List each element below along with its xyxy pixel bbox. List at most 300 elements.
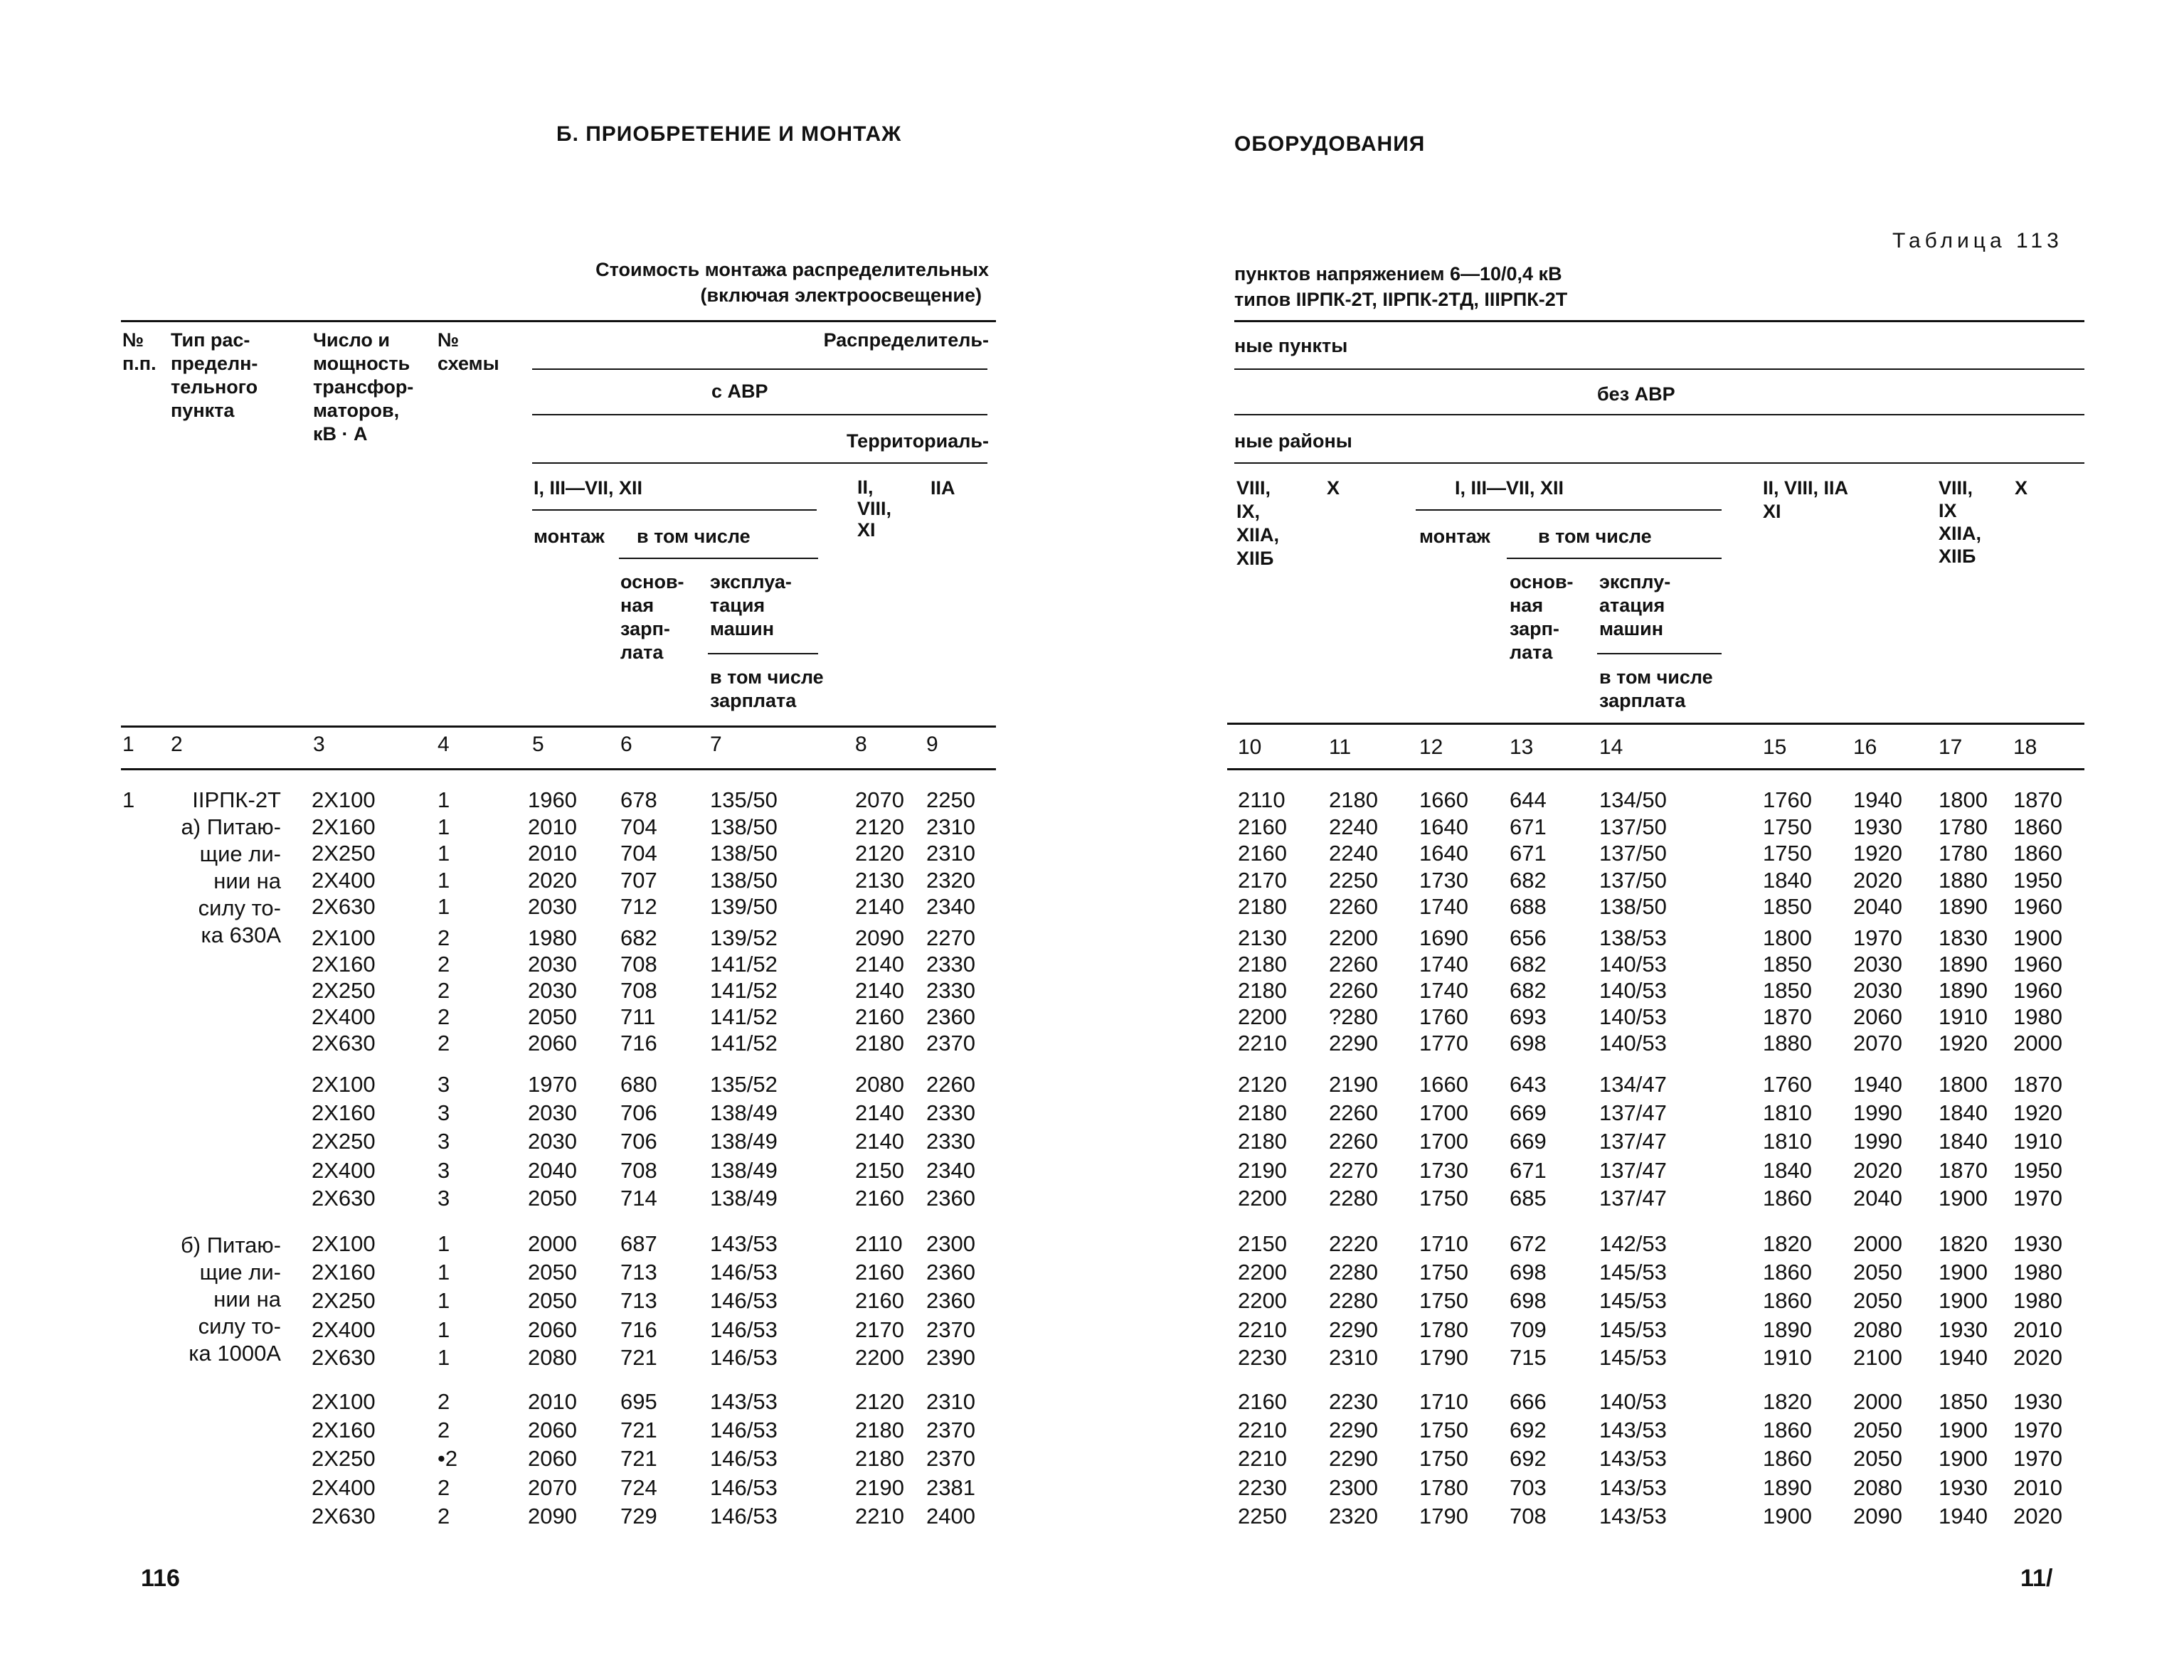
table-cell: 137/47 [1599,1158,1667,1183]
header-vtom2-right: в том числе зарплата [1599,666,1713,711]
table-cell: 2370 [926,1446,975,1471]
table-cell: 2010 [528,814,577,839]
caption-right-line2: типов IIРПК-2Т, IIРПК-2ТД, IIIРПК-2Т [1234,289,1568,310]
table-cell: 2050 [528,1186,577,1211]
table-cell: 1820 [1763,1231,1812,1256]
table-cell: 143/53 [1599,1418,1667,1442]
table-cell: 1900 [1939,1288,1988,1313]
table-cell: 2020 [1853,1158,1902,1183]
table-cell: 2010 [2013,1475,2062,1500]
table-cell: 1990 [1853,1129,1902,1154]
table-cell: 1980 [528,925,577,950]
column-number: 11 [1329,735,1352,759]
table-cell: 706 [620,1100,657,1125]
table-cell: 2160 [855,1186,904,1211]
table-cell: 2180 [855,1418,904,1442]
table-cell: 708 [620,1158,657,1183]
table-cell: 1880 [1939,868,1988,893]
header-x-18: X [2015,477,2028,499]
table-cell: 2200 [855,1345,904,1370]
table-cell: 1750 [1763,814,1812,839]
header-group12: I, III—VII, XII [1455,477,1564,499]
table-cell: 714 [620,1186,657,1211]
table-cell: 2190 [1238,1158,1287,1183]
table-cell: 2310 [1329,1345,1378,1370]
table-cell: 2400 [926,1504,975,1529]
table-cell: 2100 [1853,1345,1902,1370]
table-cell: 2 [438,952,450,977]
table-cell: 2020 [528,868,577,893]
table-cell: 1750 [1419,1418,1468,1442]
table-cell: 1 [438,814,450,839]
table-cell: 145/53 [1599,1345,1667,1370]
table-cell: 140/53 [1599,1031,1667,1056]
table-cell: 2030 [528,894,577,919]
rule-vtom-right [1507,558,1722,559]
table-cell: 1860 [2013,814,2062,839]
table-cell: •2 [438,1446,458,1471]
table-cell: 1760 [1763,787,1812,812]
table-cell: 2070 [855,787,904,812]
column-number: 8 [855,733,867,756]
header-savr: с АВР [711,381,768,402]
table-cell: 2X100 [312,925,376,950]
table-cell: 138/49 [710,1158,778,1183]
table-cell: 3 [438,1100,450,1125]
table-cell: 146/53 [710,1418,778,1442]
table-cell: 2290 [1329,1317,1378,1342]
table-cell: 1 [438,1288,450,1313]
header-x-11: X [1327,477,1340,499]
table-cell: 713 [620,1288,657,1313]
table-cell: 1960 [2013,894,2062,919]
table-cell: 137/50 [1599,814,1667,839]
table-cell: 138/50 [710,814,778,839]
table-cell: 138/50 [710,841,778,866]
table-cell: 2210 [1238,1446,1287,1471]
table-cell: 1 [438,868,450,893]
table-cell: 1970 [2013,1446,2062,1471]
header-osn-left: основ- ная зарп- лата [620,571,684,663]
table-cell: 1830 [1939,925,1988,950]
column-number: 1 [122,733,134,756]
table-cell: 707 [620,868,657,893]
header-group-ii: II, VIII, XI [857,477,892,541]
table-cell: 1900 [1939,1186,1988,1211]
table-cell: 2X160 [312,952,376,977]
table-cell: 2060 [1853,1004,1902,1029]
table-cell: 1890 [1763,1475,1812,1500]
table-cell: 2200 [1238,1288,1287,1313]
rule-avr-right [1234,414,2084,415]
table-cell: 2300 [1329,1475,1378,1500]
table-cell: 2280 [1329,1186,1378,1211]
table-cell: 1970 [2013,1418,2062,1442]
table-cell: 669 [1510,1129,1547,1154]
table-cell: 1 [438,1231,450,1256]
table-cell: 698 [1510,1260,1547,1285]
table-cell: 1860 [1763,1186,1812,1211]
rule-avr-left [532,414,987,415]
table-cell: 2 [438,1389,450,1414]
table-cell: 1870 [1763,1004,1812,1029]
table-cell: 2200 [1238,1004,1287,1029]
table-cell: 2310 [926,841,975,866]
table-cell: 704 [620,814,657,839]
table-cell: 2140 [855,978,904,1003]
table-cell: 1980 [2013,1288,2062,1313]
table-cell: 2310 [926,1389,975,1414]
table-cell: 1730 [1419,868,1468,893]
table-cell: 1840 [1763,868,1812,893]
table-cell: 138/49 [710,1100,778,1125]
table-cell: 146/53 [710,1475,778,1500]
table-cell: 680 [620,1072,657,1097]
table-cell: 1690 [1419,925,1468,950]
table-cell: 2030 [528,1129,577,1154]
column-number: 2 [171,733,183,756]
table-cell: 2 [438,925,450,950]
table-cell: 1860 [2013,841,2062,866]
table-cell: 2X400 [312,1004,376,1029]
table-label: Таблица 113 [1892,229,2063,252]
rule-vtom-left [619,558,818,559]
colnum-top-rule-right [1227,723,2084,725]
table-cell: 135/50 [710,787,778,812]
table-cell: 2110 [1238,787,1286,812]
table-cell: 2X160 [312,814,376,839]
table-cell: 716 [620,1031,657,1056]
table-cell: 1780 [1939,841,1988,866]
table-cell: 2140 [855,1129,904,1154]
table-cell: 682 [1510,868,1547,893]
table-cell: 2180 [1238,894,1287,919]
table-cell: 1850 [1939,1389,1988,1414]
table-cell: 1890 [1939,978,1988,1003]
table-cell: 2160 [1238,814,1287,839]
table-cell: 1890 [1763,1317,1812,1342]
column-number: 17 [1939,735,1963,759]
header-count: Число и мощность трансфор- маторов, кВ · А [313,329,414,445]
table-cell: 1940 [1853,787,1902,812]
table-cell: 1860 [1763,1288,1812,1313]
table-cell: 1850 [1763,978,1812,1003]
table-cell: 2050 [528,1288,577,1313]
table-cell: 1790 [1419,1345,1468,1370]
page-title-right: ОБОРУДОВАНИЯ [1234,132,1426,156]
table-cell: 1770 [1419,1031,1468,1056]
table-cell: 1930 [1939,1475,1988,1500]
table-cell: 1880 [1763,1031,1812,1056]
table-cell: 687 [620,1231,657,1256]
table-cell: 2050 [1853,1418,1902,1442]
table-cell: 141/52 [710,978,778,1003]
table-cell: 721 [620,1345,657,1370]
table-cell: 1840 [1939,1129,1988,1154]
table-cell: 139/52 [710,925,778,950]
table-cell: 703 [1510,1475,1547,1500]
column-number: 14 [1599,735,1623,759]
table-cell: 2120 [855,1389,904,1414]
table-cell: 2140 [855,952,904,977]
table-cell: 1970 [1853,925,1902,950]
table-cell: 656 [1510,925,1547,950]
table-cell: 145/53 [1599,1260,1667,1285]
table-cell: 139/50 [710,894,778,919]
table-cell: 644 [1510,787,1547,812]
table-cell: 1900 [1939,1418,1988,1442]
table-cell: 2370 [926,1317,975,1342]
header-iia: IIА [931,477,955,499]
table-cell: 2X160 [312,1260,376,1285]
table-cell: 2 [438,978,450,1003]
header-no: № п.п. [122,329,157,374]
table-cell: 140/53 [1599,1004,1667,1029]
table-cell: 698 [1510,1288,1547,1313]
table-cell: 137/50 [1599,841,1667,866]
table-cell: 2330 [926,952,975,977]
table-cell: 137/47 [1599,1100,1667,1125]
table-cell: 671 [1510,814,1547,839]
table-cell: 2320 [926,868,975,893]
table-cell: 140/53 [1599,952,1667,977]
header-viii-left: VIII, IX, XIIА, XIIБ [1236,477,1280,569]
table-cell: 2320 [1329,1504,1378,1529]
table-cell: 1900 [1939,1446,1988,1471]
table-cell: 2180 [855,1031,904,1056]
table-cell: 2190 [855,1475,904,1500]
table-cell: 134/50 [1599,787,1667,812]
table-cell: 2120 [855,841,904,866]
table-cell: 2330 [926,1129,975,1154]
table-cell: 2120 [855,814,904,839]
column-number: 18 [2013,735,2037,759]
table-cell: 2030 [528,978,577,1003]
table-cell: 2290 [1329,1031,1378,1056]
header-expl-right: эксплу- атация машин [1599,571,1671,639]
table-cell: 2020 [2013,1345,2062,1370]
table-cell: 2250 [1238,1504,1287,1529]
table-cell: 715 [1510,1345,1547,1370]
table-cell: 2140 [855,1100,904,1125]
table-cell: 2230 [1329,1389,1378,1414]
table-cell: 2370 [926,1031,975,1056]
column-number: 9 [926,733,938,756]
table-cell: 143/53 [1599,1446,1667,1471]
table-cell: 2160 [855,1004,904,1029]
table-cell: 2110 [855,1231,903,1256]
table-cell: 138/49 [710,1186,778,1211]
table-cell: 1750 [1419,1186,1468,1211]
table-cell: 2050 [1853,1260,1902,1285]
table-cell: 146/53 [710,1288,778,1313]
table-cell: 2050 [1853,1446,1902,1471]
page-title-left: Б. ПРИОБРЕТЕНИЕ И МОНТАЖ [556,122,902,146]
table-cell: 1870 [2013,787,2062,812]
header-expl-left: эксплуа- тация машин [710,571,792,639]
table-cell: 1640 [1419,841,1468,866]
table-cell: 724 [620,1475,657,1500]
table-cell: 146/53 [710,1504,778,1529]
table-cell: 2360 [926,1004,975,1029]
table-cell: 1870 [2013,1072,2062,1097]
table-cell: 1740 [1419,978,1468,1003]
table-cell: 2260 [1329,1100,1378,1125]
table-cell: 2X250 [312,978,376,1003]
table-cell: 2050 [528,1004,577,1029]
rule-terr-left [532,462,987,464]
table-cell: 2260 [1329,978,1378,1003]
column-number: 6 [620,733,632,756]
table-cell: 2060 [528,1317,577,1342]
table-cell: 1 [438,787,450,812]
table-cell: 2290 [1329,1446,1378,1471]
table-cell: 1940 [1853,1072,1902,1097]
table-cell: 2180 [855,1446,904,1471]
table-cell: 1750 [1419,1446,1468,1471]
table-cell: 2080 [855,1072,904,1097]
table-cell: 2300 [926,1231,975,1256]
table-cell: 2210 [1238,1031,1287,1056]
table-cell: 2130 [855,868,904,893]
table-cell: 1910 [2013,1129,2062,1154]
table-cell: 2030 [1853,952,1902,977]
table-cell: 671 [1510,1158,1547,1183]
table-cell: 2250 [1329,868,1378,893]
table-cell: 2190 [1329,1072,1378,1097]
table-cell: 2060 [528,1446,577,1471]
table-cell: 1920 [1853,841,1902,866]
table-cell: 698 [1510,1031,1547,1056]
table-cell: 706 [620,1129,657,1154]
header-osn-right: основ- ная зарп- лата [1510,571,1574,663]
table-cell: 145/53 [1599,1317,1667,1342]
table-cell: 2X400 [312,868,376,893]
table-cell: 3 [438,1158,450,1183]
table-cell: 2150 [855,1158,904,1183]
row-type-b: б) Питаю- щие ли- нии на силу то- ка 1000А [181,1233,281,1366]
table-cell: 2060 [528,1418,577,1442]
table-cell: 1980 [2013,1260,2062,1285]
table-cell: 1920 [1939,1031,1988,1056]
table-cell: 2080 [1853,1317,1902,1342]
column-number: 10 [1238,735,1262,759]
column-number: 16 [1853,735,1877,759]
table-cell: 2240 [1329,814,1378,839]
table-cell: 2160 [855,1260,904,1285]
table-cell: 1940 [1939,1345,1988,1370]
table-cell: 2 [438,1418,450,1442]
header-vtomchisle-right: в том числе [1538,526,1652,547]
table-cell: 146/53 [710,1260,778,1285]
table-cell: 2340 [926,894,975,919]
caption-left-line1: Стоимость монтажа распределительных [595,259,989,280]
table-cell: 142/53 [1599,1231,1667,1256]
table-cell: 1860 [1763,1260,1812,1285]
table-cell: 2250 [926,787,975,812]
table-cell: 2020 [1853,868,1902,893]
table-cell: 2010 [528,841,577,866]
rule-terr-right [1234,462,2084,464]
table-cell: 1800 [1939,1072,1988,1097]
table-cell: 709 [1510,1317,1547,1342]
table-cell: 695 [620,1389,657,1414]
table-cell: 1760 [1419,1004,1468,1029]
table-cell: 143/53 [710,1231,778,1256]
table-cell: 2X400 [312,1475,376,1500]
table-cell: 643 [1510,1072,1547,1097]
column-number: 13 [1510,735,1534,759]
table-cell: 2000 [2013,1031,2062,1056]
table-cell: 2240 [1329,841,1378,866]
table-cell: 2X630 [312,1186,376,1211]
table-cell: 1840 [1763,1158,1812,1183]
table-cell: 2210 [1238,1317,1287,1342]
table-cell: 2X250 [312,841,376,866]
table-cell: 2 [438,1031,450,1056]
table-cell: 3 [438,1186,450,1211]
table-cell: 2X160 [312,1418,376,1442]
table-cell: 2030 [528,952,577,977]
table-cell: 1950 [2013,1158,2062,1183]
page-number-left: 116 [141,1565,180,1592]
table-cell: 1850 [1763,894,1812,919]
table-cell: 2000 [1853,1389,1902,1414]
table-cell: 2330 [926,1100,975,1125]
table-cell: 2X100 [312,1231,376,1256]
table-cell: 2090 [855,925,904,950]
table-cell: 2010 [2013,1317,2062,1342]
table-cell: 2090 [1853,1504,1902,1529]
table-cell: 2270 [1329,1158,1378,1183]
table-cell: 2X250 [312,1288,376,1313]
header-rasp-left: Распределитель- [823,329,989,351]
table-cell: 138/50 [710,868,778,893]
table-cell: 2 [438,1504,450,1529]
table-cell: 1780 [1939,814,1988,839]
table-cell: 2160 [855,1288,904,1313]
table-cell: 141/52 [710,1031,778,1056]
table-cell: 1 [438,1317,450,1342]
table-cell: 146/53 [710,1317,778,1342]
table-cell: 708 [620,952,657,977]
table-cell: 2050 [1853,1288,1902,1313]
table-cell: 2160 [1238,1389,1287,1414]
row-type-a: IIРПК-2Т а) Питаю- щие ли- нии на силу то- ка 630А [181,787,281,947]
table-cell: 2180 [1238,1100,1287,1125]
table-cell: 1930 [2013,1389,2062,1414]
table-cell: 1750 [1763,841,1812,866]
table-cell: 134/47 [1599,1072,1667,1097]
table-cell: 1710 [1419,1389,1468,1414]
table-cell: 2060 [528,1031,577,1056]
table-cell: 682 [1510,952,1547,977]
table-cell: 708 [1510,1504,1547,1529]
table-cell: 2230 [1238,1345,1287,1370]
table-cell: 138/53 [1599,925,1667,950]
column-number: 15 [1763,735,1787,759]
header-top-rule-right [1234,320,2084,322]
table-cell: 2X630 [312,1345,376,1370]
table-cell: 2090 [528,1504,577,1529]
table-cell: 1860 [1763,1446,1812,1471]
table-cell: 1990 [1853,1100,1902,1125]
table-cell: 2X400 [312,1158,376,1183]
rule-group1 [532,509,817,511]
caption-right-line1: пунктов напряжением 6—10/0,4 кВ [1234,263,1562,285]
table-cell: 138/49 [710,1129,778,1154]
table-cell: 1820 [1763,1389,1812,1414]
